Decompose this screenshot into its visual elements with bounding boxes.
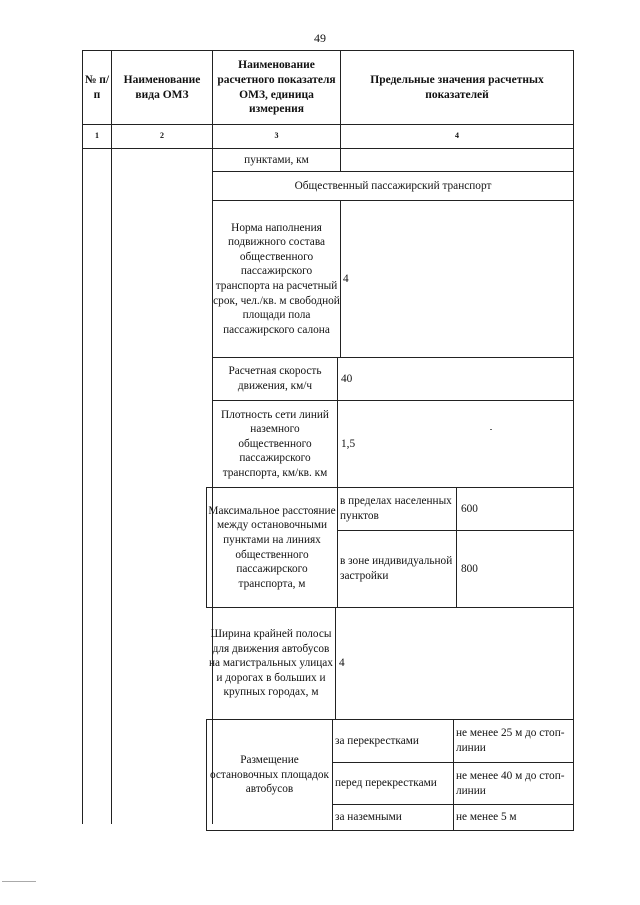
max-distance-value-2: 800 xyxy=(461,562,478,575)
max-distance-condition-2: в зоне индивидуальной застройки xyxy=(340,555,453,582)
fill-norm-label: Норма наполнения подвижного состава общественного пассажирского транспорта на расчетный срок, чел./кв. м свободной площади пола пассажирского салона xyxy=(213,221,340,336)
bus-stops-value-3: не менее 5 м xyxy=(456,811,517,824)
lane-width-value: 4 xyxy=(339,657,345,670)
density-label: Плотность сети линий наземного общественного пассажирского транспорта, км/кв. км xyxy=(221,408,329,479)
max-distance-label: Максимальное расстояние между остановочными пунктами на линиях общественного пассажирского транспорта, м xyxy=(208,504,336,590)
page-number: 49 xyxy=(314,31,326,45)
lane-width-label: Ширина крайней полосы для движения автобусов на магистральных улицах и дорогах в больших и крупных городах, м xyxy=(209,628,333,699)
bus-stops-condition-1: за перекрестками xyxy=(335,734,419,747)
header-number: № п/п xyxy=(84,73,110,101)
header-type: Наименование вида ОМЗ xyxy=(123,73,201,101)
continuation-label: пунктами, км xyxy=(244,153,309,166)
max-distance-condition-1: в пределах населенных пунктов xyxy=(340,495,452,522)
bus-stops-value-2: не менее 40 м до стоп-линии xyxy=(456,769,565,797)
header-limits: Предельные значения расчетных показателей xyxy=(370,73,544,101)
section-title: Общественный пассажирский транспорт xyxy=(294,179,492,192)
speed-value: 40 xyxy=(341,372,353,385)
fill-norm-value: 4 xyxy=(343,272,349,285)
header-indicator: Наименование расчетного показателя ОМЗ, единица измерения xyxy=(217,59,336,116)
bus-stops-condition-2: перед перекрестками xyxy=(335,777,437,790)
column-number-3: 3 xyxy=(274,131,279,141)
speed-label: Расчетная скорость движения, км/ч xyxy=(228,365,322,392)
bus-stops-label: Размещение остановочных площадок автобусов xyxy=(209,754,330,796)
bus-stops-condition-3: за наземными xyxy=(335,811,402,824)
density-value: 1,5 xyxy=(341,437,356,450)
scan-speck xyxy=(490,429,492,430)
column-number-4: 4 xyxy=(455,131,459,141)
column-number-1: 1 xyxy=(95,131,99,141)
bus-stops-value-1: не менее 25 м до стоп-линии xyxy=(456,727,565,754)
max-distance-value-1: 600 xyxy=(461,502,478,515)
column-number-2: 2 xyxy=(160,131,164,141)
scan-mark xyxy=(2,881,36,882)
